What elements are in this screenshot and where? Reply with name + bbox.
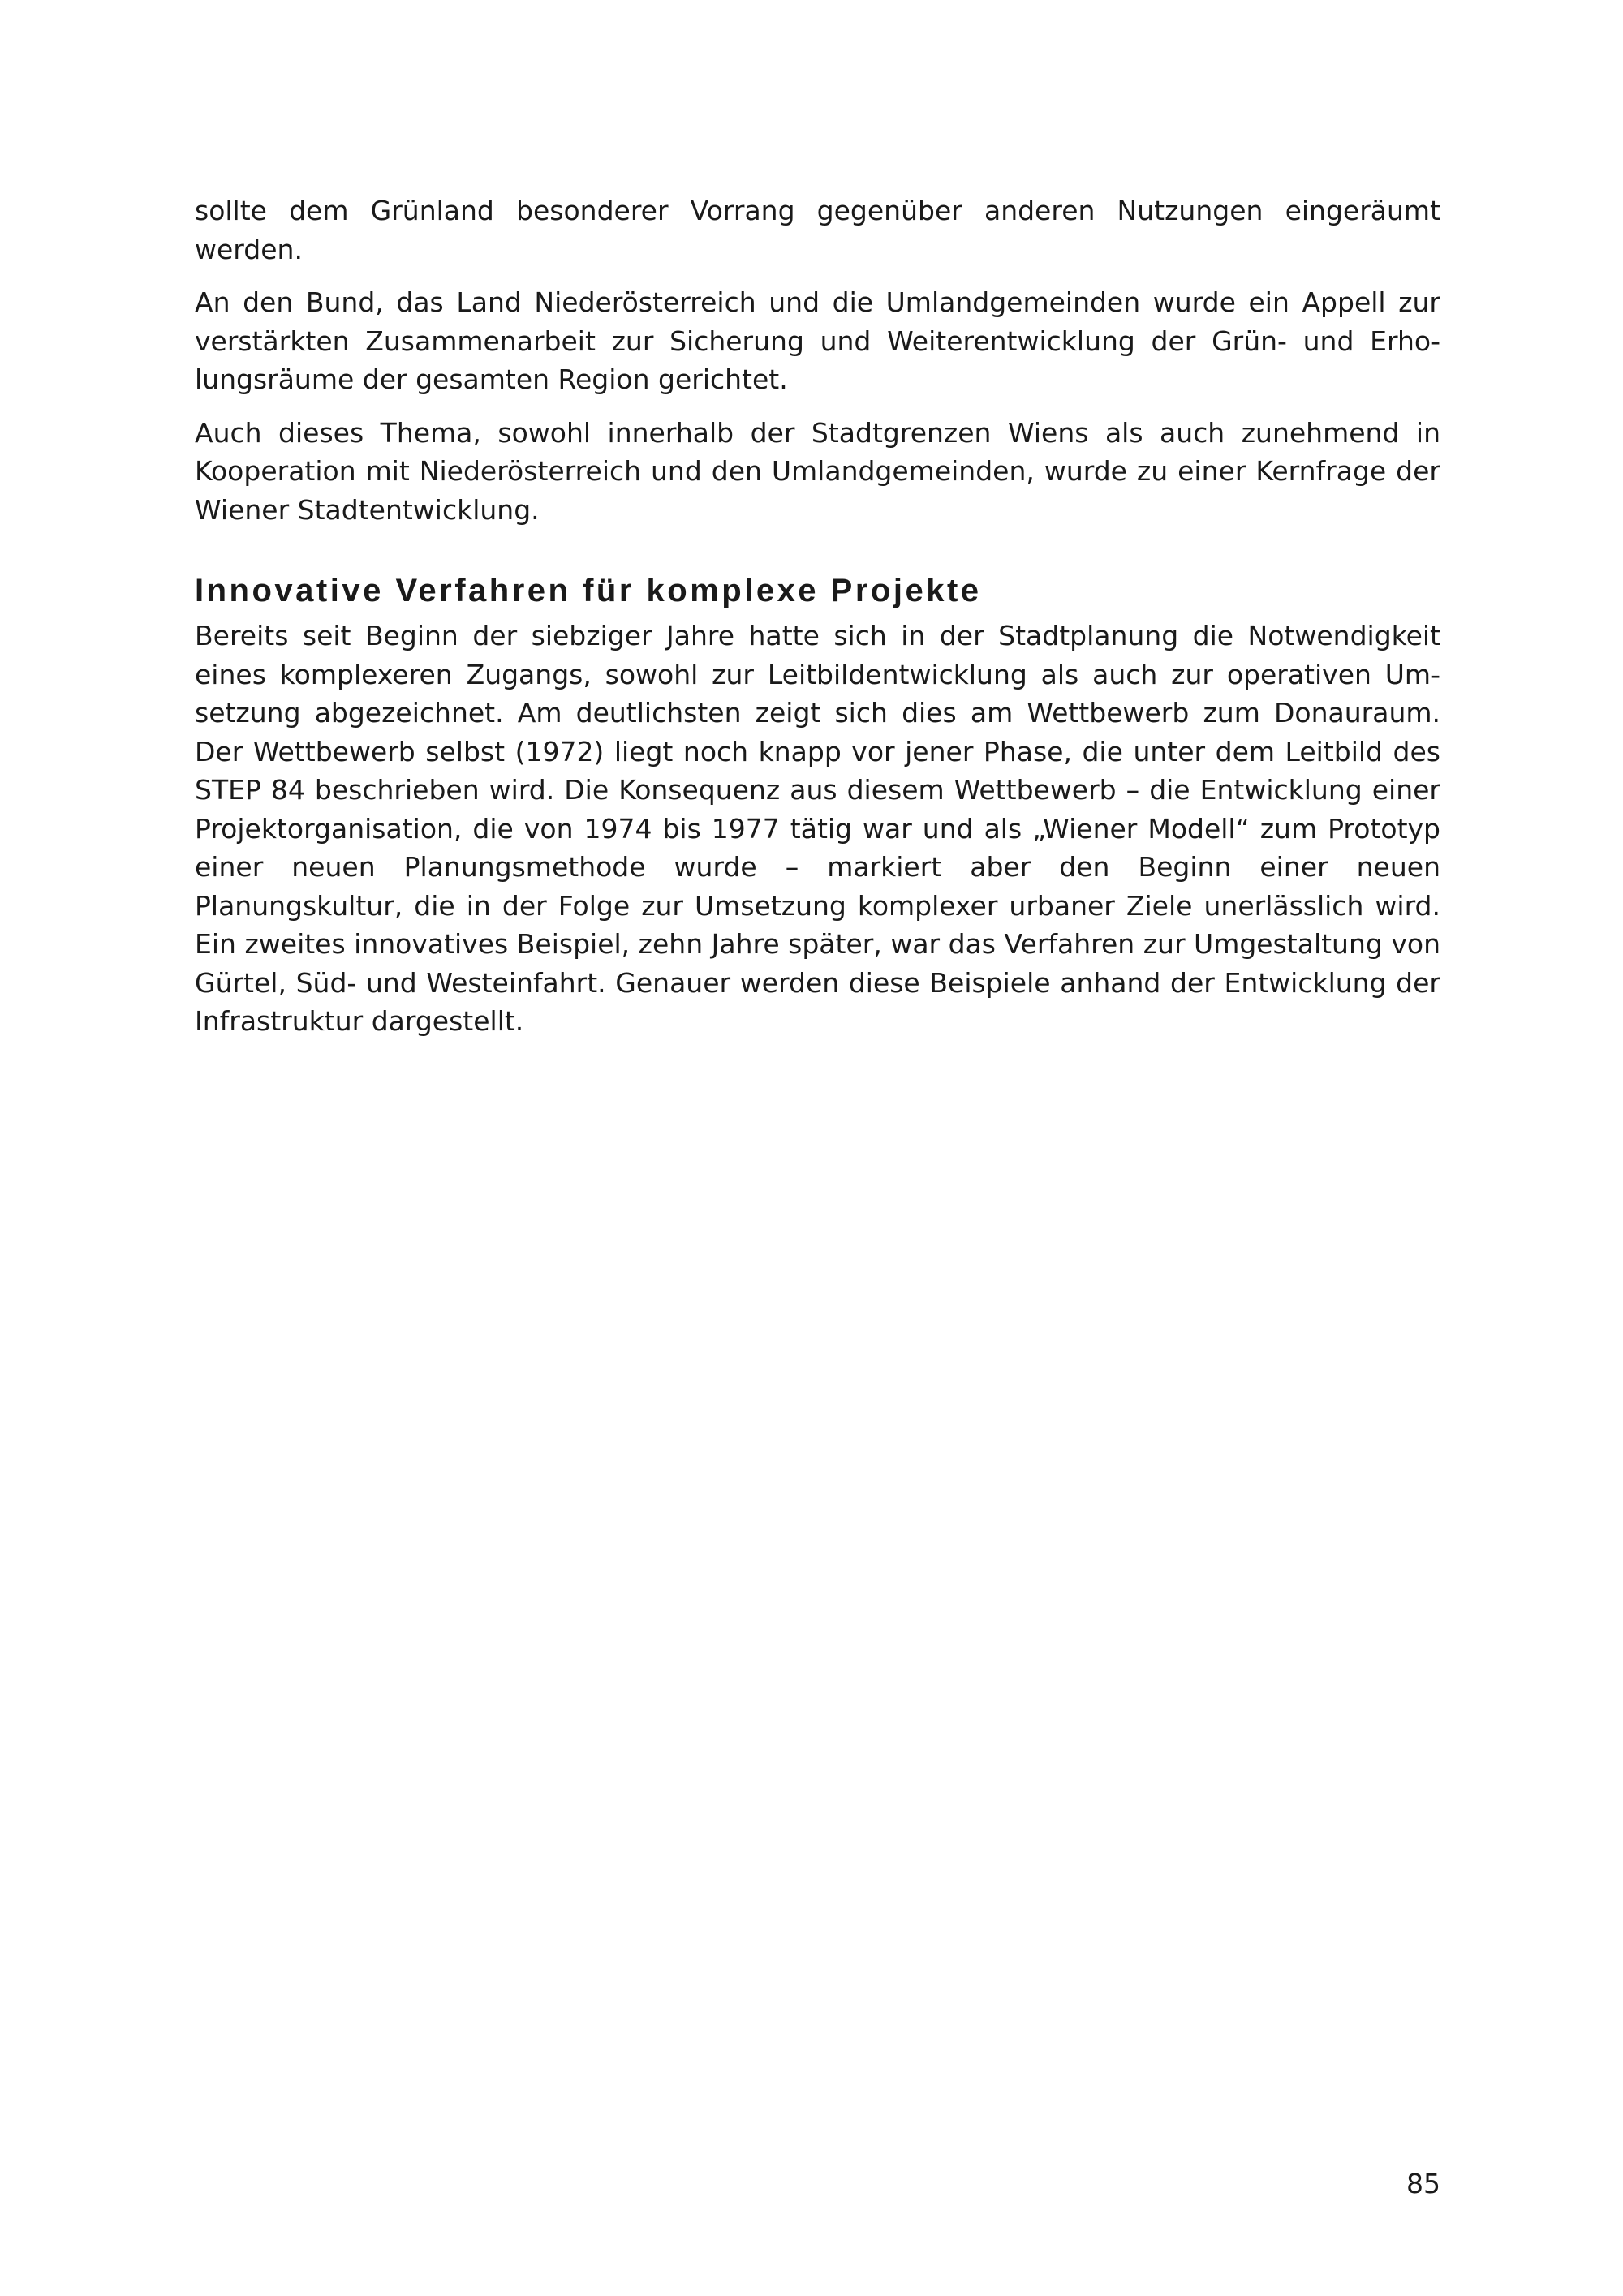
paragraph-innovative-procedures: Bereits seit Beginn der siebziger Jahre hatte sich in der Stadtplanung die Notwendigkeit eines komplexeren Zugangs, sowohl zur Leitbildentwicklung als auch zur operativen Umsetzung abgezeichnet. Am deutlichsten zeigt sich dies am Wettbewerb zum Donauraum. Der Wettbewerb selbst (1972) liegt noch knapp vor jener Phase, die unter dem Leitbild des STEP 84 beschrieben wird. Die Konsequenz aus diesem Wettbewerb – die Entwicklung einer Projektorganisation, die von 1974 bis 1977 tätig war und als „Wiener Modell“ zum Prototyp einer neuen Planungsmethode wurde – markiert aber den Beginn einer neuen Planungskultur, die in der Folge zur Umsetzung komplexer urbaner Ziele unerlässlich wird. Ein zweites innovatives Beispiel, zehn Jahre später, war das Verfahren zur Umgestaltung von Gürtel, Süd- und Westeinfahrt. Genauer werden diese Beispiele anhand der Entwicklung der Infrastruktur dargestellt. — [195, 620, 1440, 1037]
paragraph-greenland: sollte dem Grünland besonderer Vorrang gegenüber anderen Nutzungen eingeräumt werden. — [195, 195, 1440, 265]
paragraph-appeal: An den Bund, das Land Niederösterreich und die Umlandgemeinden wurde ein Appell zur verstärkten Zusammenarbeit zur Sicherung und Weiterentwicklung der Grün- und Erholungsräume der gesamten Region gerichtet. — [195, 286, 1440, 395]
section-heading: Innovative Verfahren für komplexe Projekte — [195, 573, 982, 608]
paragraph-core-question: Auch dieses Thema, sowohl innerhalb der Stadtgrenzen Wiens als auch zunehmend in Kooperation mit Niederösterreich und den Umlandgemeinden, wurde zu einer Kernfrage der Wiener Stadtentwicklung. — [195, 416, 1440, 526]
page-number: 85 — [1406, 2168, 1440, 2199]
document-page — [195, 191, 1440, 1056]
